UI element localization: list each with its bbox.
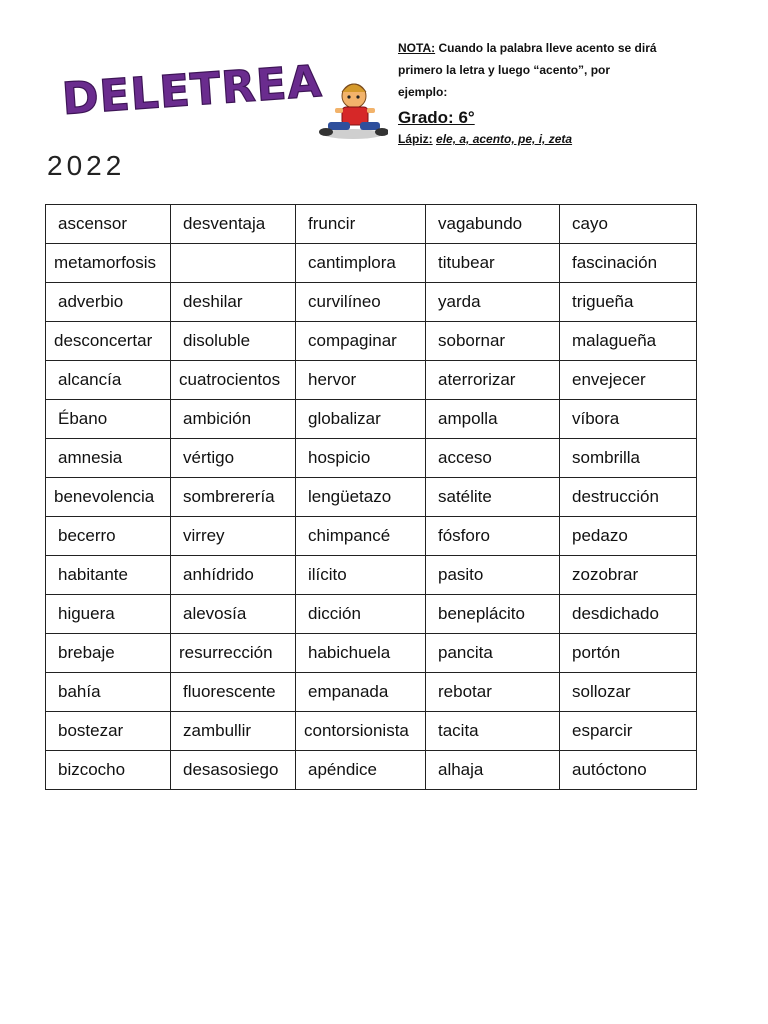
cartoon-child-icon — [319, 84, 388, 139]
word-cell: lengüetazo — [296, 478, 426, 517]
word-cell: alevosía — [171, 595, 296, 634]
table-row — [46, 439, 697, 478]
word-cell: fruncir — [296, 205, 426, 244]
table-row — [46, 556, 697, 595]
table-row — [46, 634, 697, 673]
word-cell: fascinación — [560, 244, 697, 283]
word-cell: destrucción — [560, 478, 697, 517]
word-cell: aterrorizar — [426, 361, 560, 400]
word-cell: vagabundo — [426, 205, 560, 244]
word-cell: resurrección — [171, 634, 296, 673]
word-cell: sobornar — [426, 322, 560, 361]
word-cell: malagueña — [560, 322, 697, 361]
word-cell: desdichado — [560, 595, 697, 634]
word-cell: metamorfosis — [46, 244, 171, 283]
word-cell: compaginar — [296, 322, 426, 361]
word-cell: zozobrar — [560, 556, 697, 595]
word-cell: apéndice — [296, 751, 426, 790]
table-row — [46, 712, 697, 751]
word-cell: curvilíneo — [296, 283, 426, 322]
word-cell: alhaja — [426, 751, 560, 790]
word-cell: ascensor — [46, 205, 171, 244]
word-cell: ambición — [171, 400, 296, 439]
word-cell: ampolla — [426, 400, 560, 439]
table-row — [46, 205, 697, 244]
word-cell: contorsionista — [296, 712, 426, 751]
word-cell: tacita — [426, 712, 560, 751]
word-cell: globalizar — [296, 400, 426, 439]
pencil-example — [398, 132, 572, 146]
word-cell: deshilar — [171, 283, 296, 322]
word-cell: desventaja — [171, 205, 296, 244]
word-cell: desconcertar — [46, 322, 171, 361]
word-cell: zambullir — [171, 712, 296, 751]
word-cell: pasito — [426, 556, 560, 595]
grade-label: Grado: 6° — [398, 108, 475, 127]
table-row — [46, 673, 697, 712]
word-cell: víbora — [560, 400, 697, 439]
word-cell: vértigo — [171, 439, 296, 478]
word-cell: Ébano — [46, 400, 171, 439]
word-cell: sombrerería — [171, 478, 296, 517]
word-cell: trigueña — [560, 283, 697, 322]
word-cell: cuatrocientos — [171, 361, 296, 400]
note — [398, 37, 658, 103]
word-cell: dicción — [296, 595, 426, 634]
word-table — [45, 204, 697, 790]
pencil-value: ele, a, acento, pe, i, zeta — [436, 132, 573, 146]
note-label: NOTA: — [398, 41, 436, 55]
table-row — [46, 751, 697, 790]
word-cell: bahía — [46, 673, 171, 712]
word-cell: beneplácito — [426, 595, 560, 634]
word-cell — [171, 244, 296, 283]
word-cell: sombrilla — [560, 439, 697, 478]
word-cell: desasosiego — [171, 751, 296, 790]
word-cell: titubear — [426, 244, 560, 283]
word-cell: pedazo — [560, 517, 697, 556]
word-cell: virrey — [171, 517, 296, 556]
word-cell: alcancía — [46, 361, 171, 400]
word-cell: acceso — [426, 439, 560, 478]
logo-text: DELETREA — [60, 56, 325, 126]
word-cell: autóctono — [560, 751, 697, 790]
word-cell: yarda — [426, 283, 560, 322]
word-cell: brebaje — [46, 634, 171, 673]
table-row — [46, 283, 697, 322]
table-row — [46, 478, 697, 517]
word-cell: disoluble — [171, 322, 296, 361]
word-cell: higuera — [46, 595, 171, 634]
word-cell: adverbio — [46, 283, 171, 322]
word-cell: sollozar — [560, 673, 697, 712]
word-table-body — [46, 205, 697, 790]
word-cell: habichuela — [296, 634, 426, 673]
word-cell: bizcocho — [46, 751, 171, 790]
word-cell: satélite — [426, 478, 560, 517]
year-heading: 2022 — [47, 150, 126, 181]
word-cell: pancita — [426, 634, 560, 673]
table-row — [46, 361, 697, 400]
word-cell: fósforo — [426, 517, 560, 556]
note-text: Cuando la palabra lleve acento se dirá primero la letra y luego “acento”, por ejemplo: — [398, 41, 657, 99]
deletrea-logo-graphic — [58, 52, 388, 144]
deletrea-logo — [58, 52, 388, 144]
word-cell: amnesia — [46, 439, 171, 478]
word-cell: habitante — [46, 556, 171, 595]
word-cell: benevolencia — [46, 478, 171, 517]
word-cell: chimpancé — [296, 517, 426, 556]
pencil-label: Lápiz: — [398, 132, 433, 146]
word-cell: cantimplora — [296, 244, 426, 283]
word-cell: bostezar — [46, 712, 171, 751]
word-cell: becerro — [46, 517, 171, 556]
table-row — [46, 322, 697, 361]
word-cell: esparcir — [560, 712, 697, 751]
word-cell: portón — [560, 634, 697, 673]
table-row — [46, 400, 697, 439]
table-row — [46, 244, 697, 283]
word-cell: hervor — [296, 361, 426, 400]
word-cell: cayo — [560, 205, 697, 244]
table-row — [46, 595, 697, 634]
word-cell: anhídrido — [171, 556, 296, 595]
word-cell: empanada — [296, 673, 426, 712]
word-cell: hospicio — [296, 439, 426, 478]
word-cell: ilícito — [296, 556, 426, 595]
table-row — [46, 517, 697, 556]
word-cell: fluorescente — [171, 673, 296, 712]
word-cell: envejecer — [560, 361, 697, 400]
word-cell: rebotar — [426, 673, 560, 712]
